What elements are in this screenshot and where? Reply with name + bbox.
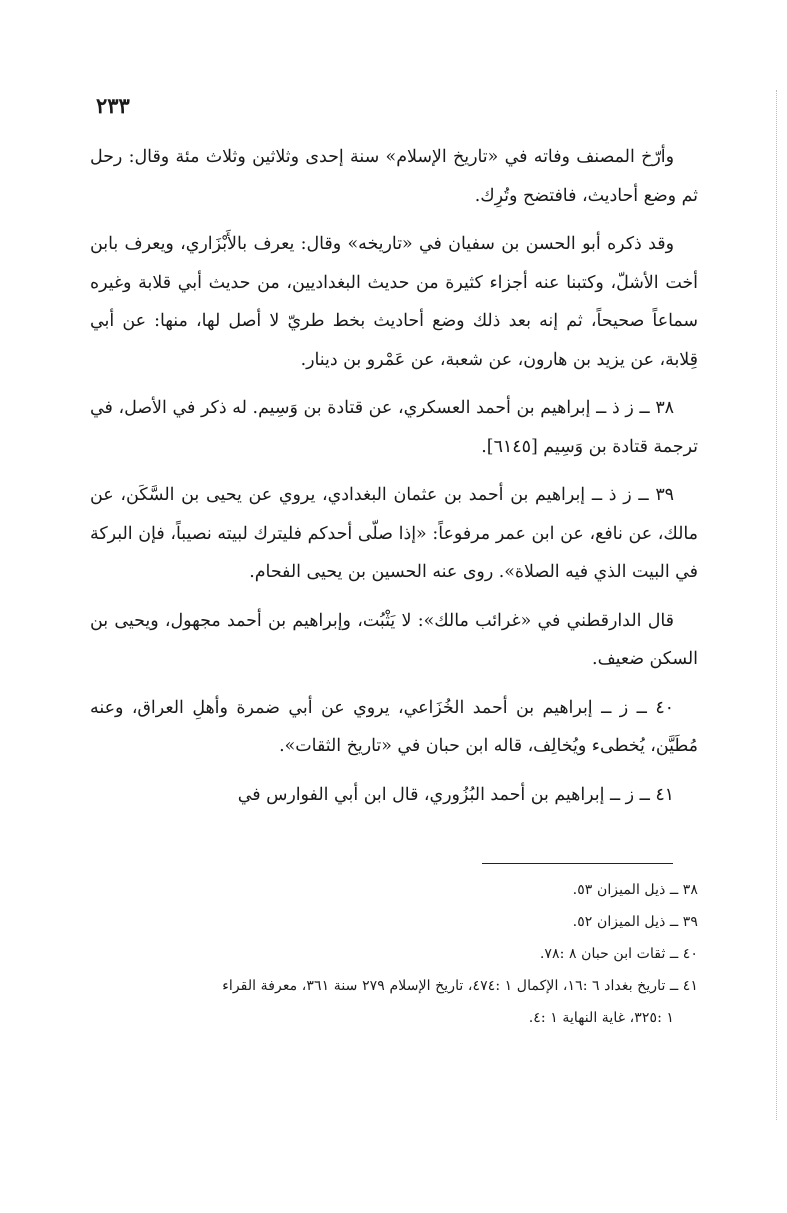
footnote-38: ٣٨ ــ ذيل الميزان ٥٣. xyxy=(572,882,698,898)
footnote-41-continued: ١ :٣٢٥، غاية النهاية ١ :٤. xyxy=(528,1010,674,1026)
footnote-40: ٤٠ ــ ثقات ابن حبان ٨ :٧٨. xyxy=(539,946,698,962)
footnotes xyxy=(90,874,698,1034)
paragraph: وأرّخ المصنف وفاته في «تاريخ الإسلام» سنة إحدى وثلاثين وثلاث مئة وقال: رحل ثم وضع أحاديث، فافتضح وتُرِك. xyxy=(90,147,698,206)
entry-38: ٣٨ ــ ز ذ ــ إبراهيم بن أحمد العسكري، عن قتادة بن وَسِيم. له ذكر في الأصل، في ترجمة قتادة بن وَسِيم [٦١٤٥]. xyxy=(90,398,698,457)
footnote-39: ٣٩ ــ ذيل الميزان ٥٢. xyxy=(572,914,698,930)
main-text xyxy=(90,138,698,814)
footnote-41: ٤١ ــ تاريخ بغداد ٦ :١٦، الإكمال ١ :٤٧٤، تاريخ الإسلام ٢٧٩ سنة ٣٦١، معرفة القراء xyxy=(222,978,698,994)
paragraph: وقد ذكره أبو الحسن بن سفيان في «تاريخه» وقال: يعرف بالأَبْزَاري، ويعرف بابن أخت الأشلّ، وكتبنا عنه أجزاء كثيرة من حديث البغداديين، من حديث أبي قلابة وغيره سماعاً صحيحاً، ثم إنه بعد ذلك وضع أحاديث بخط طريّ لا أصل لها، منها: عن أبي قِلابة، عن يزيد بن هارون، عن شعبة، عن عَمْرو بن دينار. xyxy=(90,234,698,370)
footnote-divider xyxy=(482,863,673,864)
entry-39: ٣٩ ــ ز ذ ــ إبراهيم بن أحمد بن عثمان البغدادي، يروي عن يحيى بن السَّكَن، عن مالك، عن نافع، عن ابن عمر مرفوعاً: «إذا صلّى أحدكم فليترك لبيته نصيباً، فإن البركة في البيت الذي فيه الصلاة». روى عنه الحسين بن يحيى الفحام. xyxy=(90,485,698,582)
entry-40: ٤٠ ــ ز ــ إبراهيم بن أحمد الخُزَاعي، يروي عن أبي ضمرة وأهلِ العراق، وعنه مُطَيَّن، يُخطىء ويُخالِف، قاله ابن حبان في «تاريخ الثقات». xyxy=(90,697,698,756)
paragraph: قال الدارقطني في «غرائب مالك»: لا يَثْبُت، وإبراهيم بن أحمد مجهول، ويحيى بن السكن ضعيف. xyxy=(90,610,698,669)
scan-edge xyxy=(776,90,777,1120)
page-number: ٢٣٣ xyxy=(96,93,130,118)
entry-41: ٤١ ــ ز ــ إبراهيم بن أحمد البُزُوري، قال ابن أبي الفوارس في xyxy=(237,784,674,805)
